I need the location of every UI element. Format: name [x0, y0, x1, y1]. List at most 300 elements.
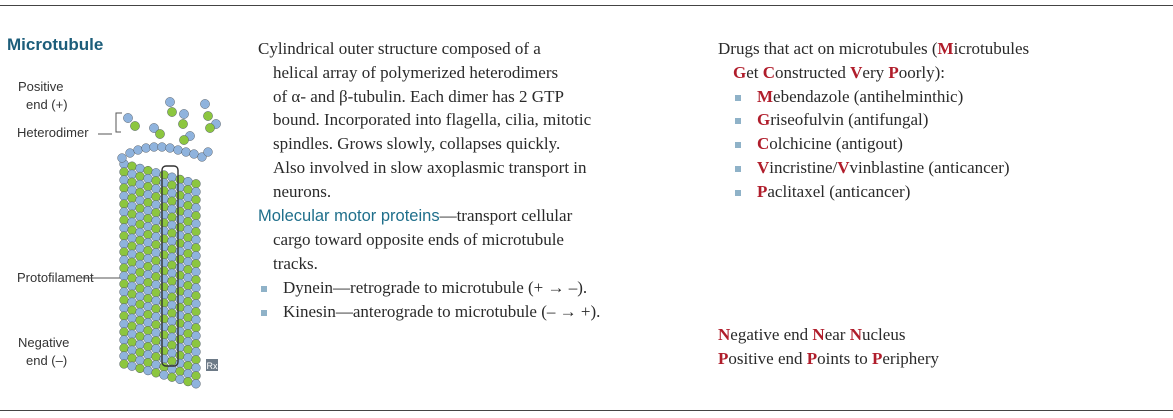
tubulin-subunit	[176, 319, 185, 328]
tubulin-subunit	[128, 194, 137, 203]
tubulin-subunit	[144, 358, 153, 367]
tubulin-subunit	[160, 363, 169, 372]
tubulin-subunit	[144, 278, 153, 287]
tubulin-subunit	[192, 235, 201, 244]
tubulin-subunit	[128, 170, 137, 179]
tubulin-subunit	[168, 285, 177, 294]
tubulin-subunit	[160, 267, 169, 276]
tubulin-subunit	[184, 209, 193, 218]
tubulin-subunit	[136, 220, 145, 229]
tubulin-subunit	[120, 232, 129, 241]
tubulin-subunit	[128, 282, 137, 291]
tubulin-subunit	[160, 251, 169, 260]
microtubule-diagram	[0, 0, 240, 400]
tubulin-subunit	[168, 221, 177, 230]
tubulin-subunit	[152, 232, 161, 241]
tubulin-subunit	[150, 143, 159, 152]
negative-end-mnemonic: Negative end Near Nucleus	[718, 325, 906, 344]
tubulin-subunit	[128, 186, 137, 195]
tubulin-subunit	[192, 203, 201, 212]
tubulin-subunit	[128, 258, 137, 267]
drug-item-mebendazole: Mebendazole (antihelminthic)	[733, 85, 1168, 109]
tubulin-subunit	[152, 264, 161, 273]
tubulin-subunit	[168, 229, 177, 238]
tubulin-subunit	[152, 200, 161, 209]
tubulin-subunit	[152, 248, 161, 257]
tubulin-subunit	[176, 191, 185, 200]
tubulin-subunit	[136, 188, 145, 197]
tubulin-subunit	[136, 236, 145, 245]
tubulin-subunit	[168, 213, 177, 222]
tubulin-subunit	[192, 283, 201, 292]
tubulin-subunit	[168, 357, 177, 366]
tubulin-subunit	[184, 345, 193, 354]
tubulin-subunit	[176, 359, 185, 368]
tubulin-subunit	[192, 315, 201, 324]
tubulin-subunit	[160, 315, 169, 324]
tubulin-subunit	[120, 256, 129, 265]
motor-proteins-paragraph: Molecular motor proteins—transport cellular cargo toward opposite ends of microtubule tracks.	[258, 205, 573, 274]
drug-item-paclitaxel: Paclitaxel (anticancer)	[733, 180, 1168, 204]
tubulin-subunit	[192, 355, 201, 364]
tubulin-subunit	[144, 318, 153, 327]
tubulin-subunit	[128, 234, 137, 243]
tubulin-subunit	[184, 337, 193, 346]
tubulin-subunit	[136, 292, 145, 301]
tubulin-subunit	[128, 362, 137, 371]
tubulin-subunit	[176, 303, 185, 312]
tubulin-subunit	[184, 361, 193, 370]
tubulin-subunit	[144, 294, 153, 303]
tubulin-subunit	[152, 352, 161, 361]
tubulin-subunit	[192, 243, 201, 252]
tubulin-subunit	[120, 184, 129, 193]
tubulin-subunit	[168, 197, 177, 206]
tubulin-subunit	[155, 129, 164, 138]
tubulin-subunit	[192, 211, 201, 220]
tubulin-subunit	[160, 203, 169, 212]
tubulin-subunit	[184, 313, 193, 322]
tubulin-subunit	[120, 216, 129, 225]
tubulin-subunit	[176, 215, 185, 224]
tubulin-subunit	[184, 281, 193, 290]
tubulin-subunit	[176, 231, 185, 240]
motor-protein-list	[259, 276, 718, 324]
tubulin-subunit	[120, 304, 129, 313]
tubulin-subunit	[144, 334, 153, 343]
tubulin-subunit	[144, 310, 153, 319]
tubulin-subunit	[192, 379, 201, 388]
svg-text:Rx: Rx	[206, 361, 218, 371]
tubulin-subunit	[176, 183, 185, 192]
tubulin-subunit	[168, 181, 177, 190]
motor-proteins-heading: Molecular motor proteins	[258, 206, 440, 225]
tubulin-subunit	[160, 195, 169, 204]
tubulin-subunit	[136, 300, 145, 309]
tubulin-subunit	[152, 320, 161, 329]
drugs-column	[718, 37, 1168, 204]
tubulin-subunit	[167, 107, 176, 116]
end-mnemonics	[718, 323, 1168, 371]
tubulin-subunit	[128, 178, 137, 187]
tubulin-subunit	[176, 287, 185, 296]
tubulin-subunit	[176, 295, 185, 304]
bottom-rule	[0, 410, 1173, 411]
tubulin-subunit	[204, 148, 213, 157]
tubulin-subunit	[160, 339, 169, 348]
tubulin-subunit	[152, 192, 161, 201]
tubulin-subunit	[184, 257, 193, 266]
tubulin-subunit	[128, 242, 137, 251]
tubulin-subunit	[144, 342, 153, 351]
description-column	[258, 37, 718, 324]
tubulin-subunit	[160, 307, 169, 316]
tubulin-subunit	[168, 245, 177, 254]
tubulin-subunit	[166, 144, 175, 153]
tubulin-subunit	[192, 291, 201, 300]
tubulin-subunit	[152, 336, 161, 345]
tubulin-subunit	[120, 168, 129, 177]
tubulin-subunit	[176, 247, 185, 256]
tubulin-subunit	[120, 320, 129, 329]
tubulin-subunit	[128, 202, 137, 211]
drug-item-griseofulvin: Griseofulvin (antifungal)	[733, 108, 1168, 132]
tubulin-subunit	[160, 227, 169, 236]
tubulin-subunit	[144, 350, 153, 359]
heterodimer-label: Heterodimer	[17, 125, 89, 140]
tubulin-subunit	[168, 301, 177, 310]
tubulin-subunit	[176, 343, 185, 352]
tubulin-subunit	[120, 360, 129, 369]
section-title: Microtubule	[7, 35, 104, 54]
tubulin-subunit	[168, 333, 177, 342]
tubulin-subunit	[120, 296, 129, 305]
tubulin-subunit	[190, 150, 199, 159]
tubulin-subunit	[168, 173, 177, 182]
tubulin-subunit	[176, 367, 185, 376]
tubulin-subunit	[168, 373, 177, 382]
tubulin-subunit	[152, 328, 161, 337]
tubulin-subunit	[160, 275, 169, 284]
tubulin-subunit	[128, 298, 137, 307]
tubulin-subunit	[152, 184, 161, 193]
tubulin-subunit	[152, 272, 161, 281]
tubulin-subunit	[160, 179, 169, 188]
tubulin-subunit	[160, 187, 169, 196]
tubulin-subunit	[120, 264, 129, 273]
tubulin-subunit	[192, 363, 201, 372]
tubulin-subunit	[192, 267, 201, 276]
tubulin-subunit	[152, 360, 161, 369]
tubulin-subunit	[136, 324, 145, 333]
heterodimer-bracket	[116, 113, 122, 132]
tubulin-subunit	[120, 224, 129, 233]
tubulin-subunit	[136, 244, 145, 253]
tubulin-subunit	[160, 323, 169, 332]
tubulin-subunit	[184, 177, 193, 186]
tubulin-subunit	[136, 172, 145, 181]
free-heterodimers	[123, 97, 220, 144]
microtubule-cylinder	[118, 143, 213, 389]
tubulin-subunit	[144, 174, 153, 183]
tubulin-subunit	[136, 164, 145, 173]
tubulin-subunit	[144, 270, 153, 279]
tubulin-subunit	[120, 288, 129, 297]
tubulin-subunit	[152, 280, 161, 289]
tubulin-subunit	[128, 218, 137, 227]
tubulin-subunit	[123, 113, 132, 122]
tubulin-subunit	[176, 375, 185, 384]
tubulin-subunit	[152, 368, 161, 377]
tubulin-subunit	[192, 339, 201, 348]
tubulin-subunit	[136, 276, 145, 285]
tubulin-subunit	[165, 97, 174, 106]
tubulin-subunit	[168, 309, 177, 318]
tubulin-subunit	[136, 180, 145, 189]
tubulin-subunit	[184, 193, 193, 202]
tubulin-subunit	[152, 216, 161, 225]
tubulin-subunit	[176, 263, 185, 272]
tubulin-subunit	[144, 166, 153, 175]
tubulin-subunit	[136, 348, 145, 357]
tubulin-subunit	[168, 293, 177, 302]
tubulin-subunit	[168, 341, 177, 350]
tubulin-subunit	[168, 261, 177, 270]
tubulin-subunit	[152, 168, 161, 177]
tubulin-subunit	[176, 239, 185, 248]
tubulin-subunit	[184, 233, 193, 242]
tubulin-subunit	[192, 371, 201, 380]
tubulin-subunit	[144, 214, 153, 223]
tubulin-subunit	[136, 332, 145, 341]
tubulin-subunit	[160, 371, 169, 380]
tubulin-subunit	[160, 355, 169, 364]
tubulin-subunit	[176, 271, 185, 280]
tubulin-subunit	[184, 273, 193, 282]
tubulin-subunit	[152, 176, 161, 185]
drug-list	[733, 85, 1168, 204]
tubulin-subunit	[176, 279, 185, 288]
tubulin-subunit	[130, 121, 139, 130]
tubulin-subunit	[120, 312, 129, 321]
tubulin-subunit	[168, 205, 177, 214]
tubulin-subunit	[184, 297, 193, 306]
tubulin-subunit	[152, 296, 161, 305]
tubulin-subunit	[168, 349, 177, 358]
tubulin-subunit	[174, 146, 183, 155]
tubulin-subunit	[184, 225, 193, 234]
tubulin-subunit	[184, 265, 193, 274]
tubulin-subunit	[160, 211, 169, 220]
tubulin-subunit	[160, 243, 169, 252]
tubulin-subunit	[152, 240, 161, 249]
tubulin-subunit	[142, 144, 151, 153]
tubulin-subunit	[184, 353, 193, 362]
tubulin-subunit	[136, 308, 145, 317]
tubulin-subunit	[184, 249, 193, 258]
tubulin-subunit	[120, 344, 129, 353]
tubulin-subunit	[136, 212, 145, 221]
tubulin-subunit	[128, 266, 137, 275]
tubulin-subunit	[160, 331, 169, 340]
tubulin-subunit	[128, 162, 137, 171]
tubulin-subunit	[136, 260, 145, 269]
tubulin-subunit	[144, 182, 153, 191]
tubulin-subunit	[176, 207, 185, 216]
tubulin-subunit	[120, 248, 129, 257]
tubulin-subunit	[136, 364, 145, 373]
tubulin-subunit	[144, 222, 153, 231]
tubulin-subunit	[120, 200, 129, 209]
tubulin-subunit	[126, 149, 135, 158]
tubulin-subunit	[144, 302, 153, 311]
tubulin-subunit	[192, 307, 201, 316]
tubulin-subunit	[176, 255, 185, 264]
tubulin-subunit	[184, 377, 193, 386]
tubulin-subunit	[192, 299, 201, 308]
drugs-intro: Drugs that act on microtubules (Microtubules Get Constructed Very Poorly):	[718, 39, 1030, 82]
tubulin-subunit	[152, 304, 161, 313]
tubulin-subunit	[184, 185, 193, 194]
tubulin-subunit	[136, 252, 145, 261]
tubulin-subunit	[192, 347, 201, 356]
tubulin-subunit	[144, 326, 153, 335]
microtubule-description: Cylindrical outer structure composed of a helical array of polymerized heterodimers of α- and β-tubulin. Each dimer has 2 GTP bound. Incorporated into flagella, cilia, mitotic spindles. Grows slowly, collapses quickly. Also involved in slow axoplasmic transport in neurons.	[258, 39, 592, 201]
tubulin-subunit	[144, 230, 153, 239]
tubulin-subunit	[152, 312, 161, 321]
tubulin-subunit	[144, 254, 153, 263]
protofilament-label: Protofilament	[17, 270, 94, 285]
tubulin-subunit	[179, 109, 188, 118]
tubulin-subunit	[168, 237, 177, 246]
tubulin-subunit	[136, 356, 145, 365]
tubulin-subunit	[184, 329, 193, 338]
tubulin-subunit	[136, 228, 145, 237]
tubulin-subunit	[176, 175, 185, 184]
tubulin-subunit	[144, 190, 153, 199]
tubulin-subunit	[176, 311, 185, 320]
tubulin-subunit	[168, 189, 177, 198]
tubulin-subunit	[128, 330, 137, 339]
tubulin-subunit	[192, 331, 201, 340]
tubulin-subunit	[120, 336, 129, 345]
tubulin-subunit	[144, 198, 153, 207]
tubulin-subunit	[160, 283, 169, 292]
tubulin-subunit	[184, 217, 193, 226]
tubulin-subunit	[136, 316, 145, 325]
tubulin-subunit	[192, 275, 201, 284]
tubulin-subunit	[176, 199, 185, 208]
tubulin-subunit	[203, 111, 212, 120]
tubulin-subunit	[192, 259, 201, 268]
tubulin-subunit	[120, 192, 129, 201]
tubulin-subunit	[160, 291, 169, 300]
tubulin-subunit	[128, 314, 137, 323]
tubulin-subunit	[192, 179, 201, 188]
tubulin-subunit	[184, 369, 193, 378]
tubulin-subunit	[144, 206, 153, 215]
tubulin-subunit	[120, 272, 129, 281]
tubulin-subunit	[168, 269, 177, 278]
tubulin-subunit	[118, 154, 127, 163]
tubulin-subunit	[136, 204, 145, 213]
tubulin-subunit	[152, 256, 161, 265]
tubulin-subunit	[120, 240, 129, 249]
tubulin-subunit	[144, 286, 153, 295]
tubulin-subunit	[205, 123, 214, 132]
tubulin-subunit	[168, 317, 177, 326]
tubulin-subunit	[128, 274, 137, 283]
tubulin-subunit	[134, 146, 143, 155]
tubulin-subunit	[179, 135, 188, 144]
tubulin-subunit	[128, 210, 137, 219]
tubulin-subunit	[184, 305, 193, 314]
tubulin-subunit	[192, 187, 201, 196]
tubulin-subunit	[192, 323, 201, 332]
tubulin-subunit	[182, 148, 191, 157]
drug-item-colchicine: Colchicine (antigout)	[733, 132, 1168, 156]
list-item-dynein: Dynein—retrograde to microtubule (+ → –).	[259, 276, 718, 300]
tubulin-subunit	[160, 259, 169, 268]
tubulin-subunit	[176, 351, 185, 360]
tubulin-subunit	[136, 196, 145, 205]
tubulin-subunit	[176, 223, 185, 232]
tubulin-subunit	[144, 246, 153, 255]
tubulin-subunit	[168, 253, 177, 262]
rx-badge	[206, 359, 218, 371]
tubulin-subunit	[152, 344, 161, 353]
tubulin-subunit	[184, 241, 193, 250]
tubulin-subunit	[128, 354, 137, 363]
tubulin-subunit	[144, 262, 153, 271]
tubulin-subunit	[178, 119, 187, 128]
tubulin-subunit	[160, 299, 169, 308]
tubulin-subunit	[128, 226, 137, 235]
tubulin-subunit	[128, 290, 137, 299]
tubulin-subunit	[192, 227, 201, 236]
tubulin-subunit	[192, 219, 201, 228]
tubulin-subunit	[160, 219, 169, 228]
tubulin-subunit	[200, 99, 209, 108]
tubulin-subunit	[120, 280, 129, 289]
tubulin-subunit	[136, 284, 145, 293]
tubulin-subunit	[128, 250, 137, 259]
drug-item-vinca: Vincristine/Vvinblastine (anticancer)	[733, 156, 1168, 180]
tubulin-subunit	[120, 328, 129, 337]
tubulin-subunit	[192, 251, 201, 260]
tubulin-subunit	[160, 347, 169, 356]
tubulin-subunit	[184, 289, 193, 298]
tubulin-subunit	[152, 288, 161, 297]
positive-end-label: Positive end (+)	[18, 79, 68, 112]
tubulin-subunit	[160, 235, 169, 244]
tubulin-subunit	[192, 195, 201, 204]
tubulin-subunit	[184, 201, 193, 210]
tubulin-subunit	[136, 268, 145, 277]
tubulin-subunit	[152, 208, 161, 217]
negative-end-label: Negative end (–)	[18, 335, 70, 368]
positive-end-mnemonic: Positive end Points to Periphery	[718, 348, 939, 368]
tubulin-subunit	[144, 366, 153, 375]
tubulin-subunit	[128, 306, 137, 315]
tubulin-subunit	[168, 277, 177, 286]
tubulin-subunit	[120, 352, 129, 361]
tubulin-subunit	[144, 238, 153, 247]
tubulin-subunit	[168, 325, 177, 334]
tubulin-subunit	[136, 340, 145, 349]
tubulin-subunit	[120, 176, 129, 185]
list-item-kinesin: Kinesin—anterograde to microtubule (– → +).	[259, 300, 718, 324]
